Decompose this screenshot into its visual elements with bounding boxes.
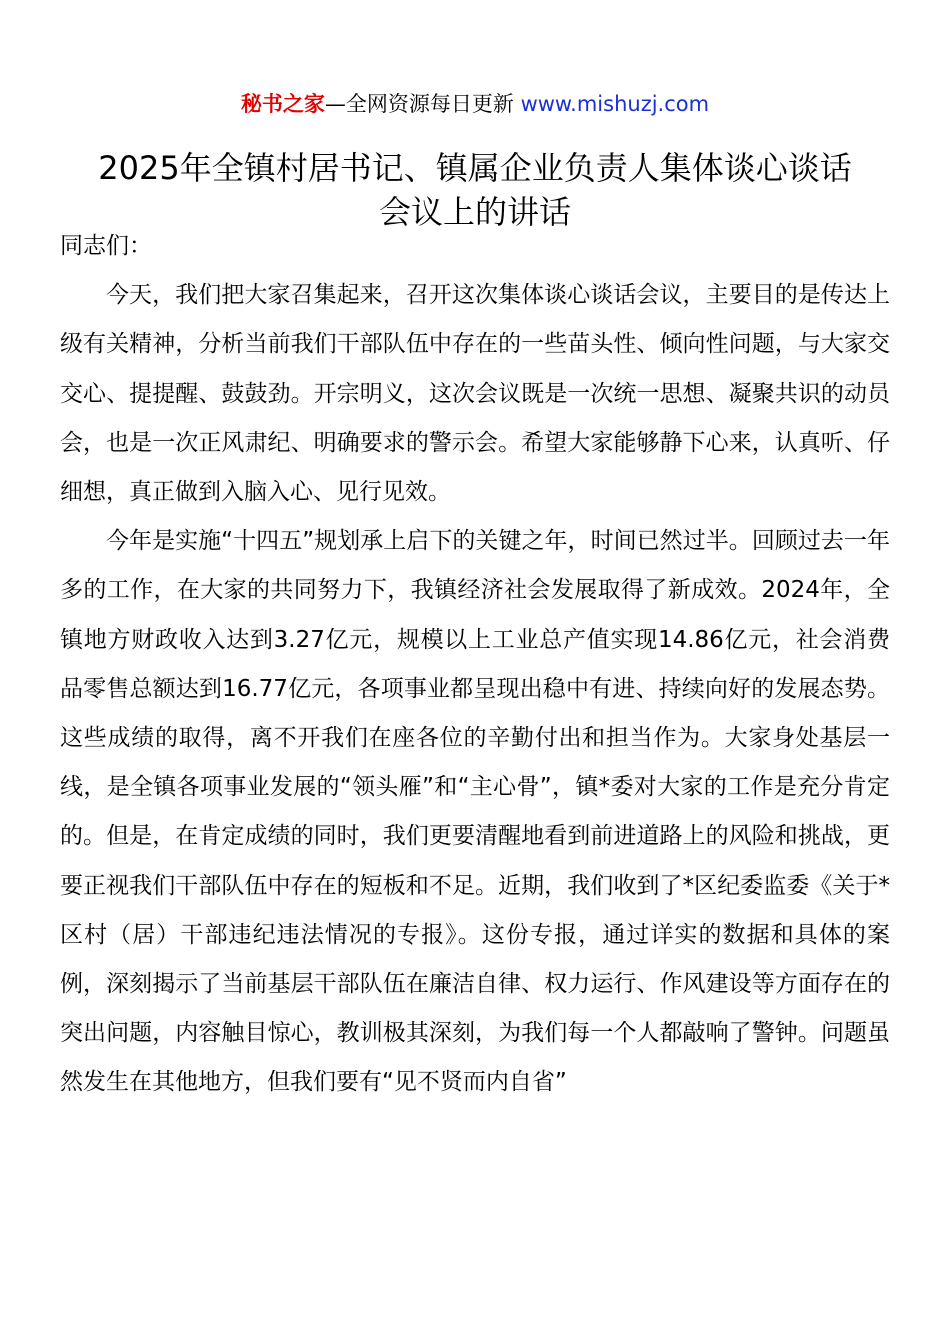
header-separator: — (324, 92, 346, 116)
header-tagline: 全网资源每日更新 (345, 92, 514, 116)
paragraph-2: 今年是实施“十四五”规划承上启下的关键之年，时间已然过半。回顾过去一年多的工作，在大家的共同努力下，我镇经济社会发展取得了新成效。2024年，全镇地方财政收入达到3.27亿元，规模以上工业总产值实现14.86亿元，社会消费品零售总额达到16.77亿元，各项事业都呈现出稳中有进、持续向好的发展态势。这些成绩的取得，离不开我们在座各位的辛勤付出和担当作为。大家身处基层一线，是全镇各项事业发展的“领头雁”和“主心骨”，镇*委对大家的工作是充分肯定的。但是，在肯定成绩的同时，我们更要清醒地看到前进道路上的风险和挑战，更要正视我们干部队伍中存在的短板和不足。近期，我们收到了*区纪委监委《关于*区村（居）干部违纪违法情况的专报》。这份专报，通过详实的数据和具体的案例，深刻揭示了当前基层干部队伍在廉洁自律、权力运行、作风建设等方面存在的突出问题，内容触目惊心，教训极其深刻，为我们每一个人都敲响了警钟。问题虽然发生在其他地方，但我们要有“见不贤而内自省” (60, 528, 890, 1096)
title-line-1: 2025年全镇村居书记、镇属企业负责人集体谈心谈话 (98, 149, 852, 187)
document-title (40, 146, 910, 234)
paragraph-1: 今天，我们把大家召集起来，召开这次集体谈心谈话会议，主要目的是传达上级有关精神，分析当前我们干部队伍中存在的一些苗头性、倾向性问题，与大家交交心、提提醒、鼓鼓劲。开宗明义，这次会议既是一次统一思想、凝聚共识的动员会，也是一次正风肃纪、明确要求的警示会。希望大家能够静下心来，认真听、仔细想，真正做到入脑入心、见行见效。 (60, 282, 890, 506)
document-body (60, 222, 890, 1108)
title-line-2: 会议上的讲话 (378, 193, 571, 231)
greeting: 同志们： (60, 233, 152, 259)
brand-name: 秘书之家 (240, 92, 325, 116)
site-url-link[interactable]: www.mishuzj.com (520, 92, 710, 116)
site-header (0, 88, 950, 120)
